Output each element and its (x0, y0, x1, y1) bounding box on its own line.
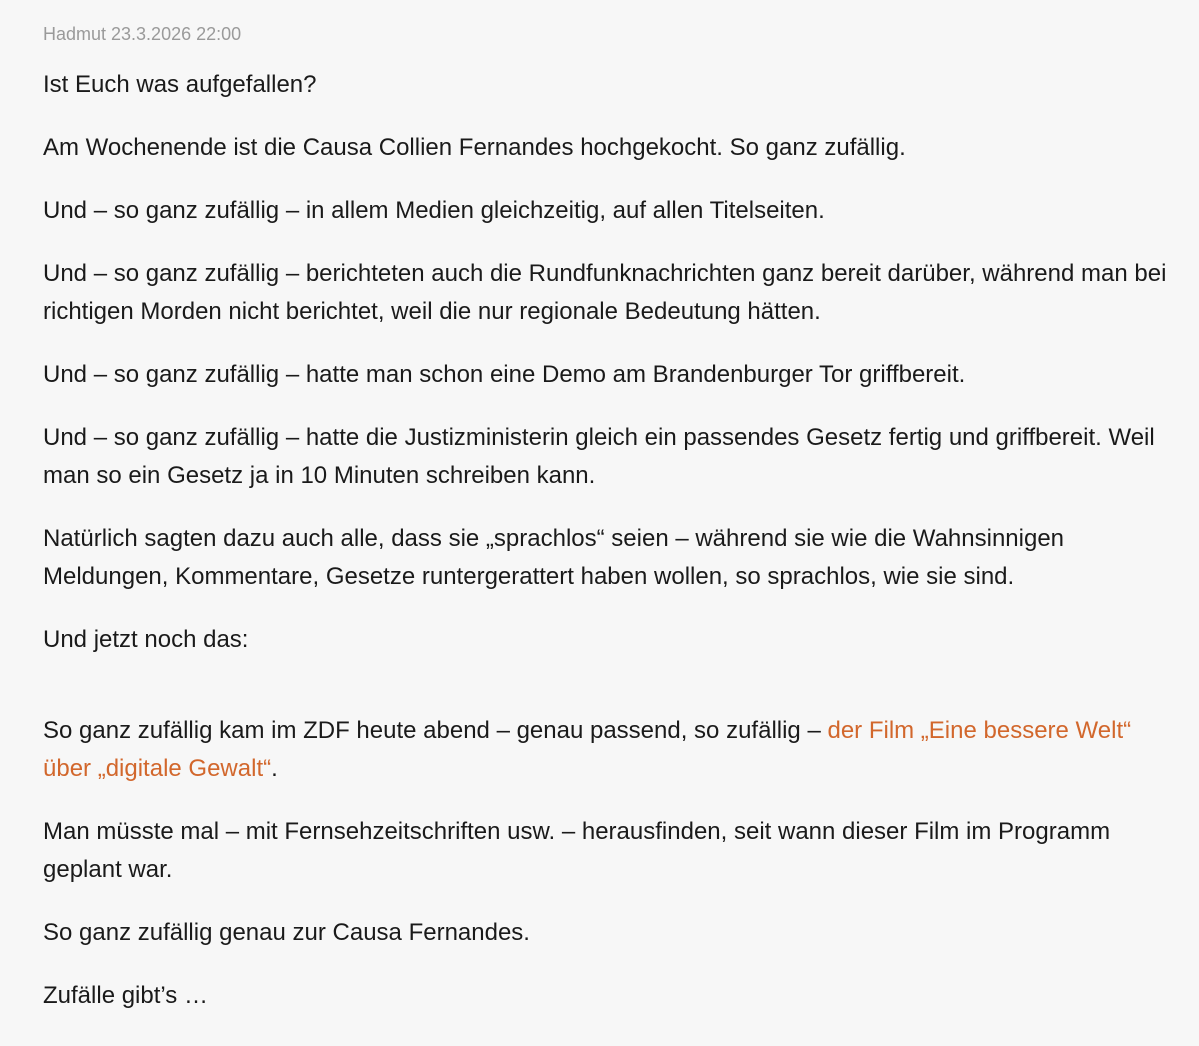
film-link[interactable]: der Film „Eine bessere Welt“ über „digitale Gewalt“ (43, 717, 1132, 782)
paragraph: Ist Euch was aufgefallen? (43, 71, 317, 98)
paragraph: Zufälle gibt’s … (43, 982, 208, 1009)
paragraph: Und – so ganz zufällig – hatte man schon eine Demo am Brandenburger Tor griffbereit. (43, 361, 966, 388)
paragraph: Und – so ganz zufällig – hatte die Justizministerin gleich ein passendes Gesetz fertig und griffbereit. Weil man so ein Gesetz ja in 10 Minuten schreiben kann. (43, 424, 1155, 489)
paragraph: So ganz zufällig genau zur Causa Fernandes. (43, 919, 530, 946)
paragraph: Und – so ganz zufällig – in allem Medien gleichzeitig, auf allen Titelseiten. (43, 197, 825, 224)
zdf-paragraph (43, 712, 1173, 788)
paragraph: Natürlich sagten dazu auch alle, dass sie „sprachlos“ seien – während sie wie die Wahnsinnigen Meldungen, Kommentare, Gesetze runtergerattert haben wollen, so sprachlos, wie sie sind. (43, 525, 1065, 590)
paragraph: Am Wochenende ist die Causa Collien Fernandes hochgekocht. So ganz zufällig. (43, 134, 906, 161)
paragraph: Und – so ganz zufällig – berichteten auch die Rundfunknachrichten ganz bereit darüber, während man bei richtigen Morden nicht berichtet, weil die nur regionale Bedeutung hätten. (43, 260, 1167, 325)
zdf-paragraph-end: . (271, 755, 278, 782)
post-meta: Hadmut 23.3.2026 22:00 (43, 24, 242, 44)
paragraph: Man müsste mal – mit Fernsehzeitschriften usw. – herausfinden, seit wann dieser Film im Programm geplant war. (43, 818, 1111, 883)
paragraph: Und jetzt noch das: (43, 626, 249, 653)
zdf-paragraph-text: So ganz zufällig kam im ZDF heute abend – genau passend, so zufällig – (43, 717, 828, 744)
